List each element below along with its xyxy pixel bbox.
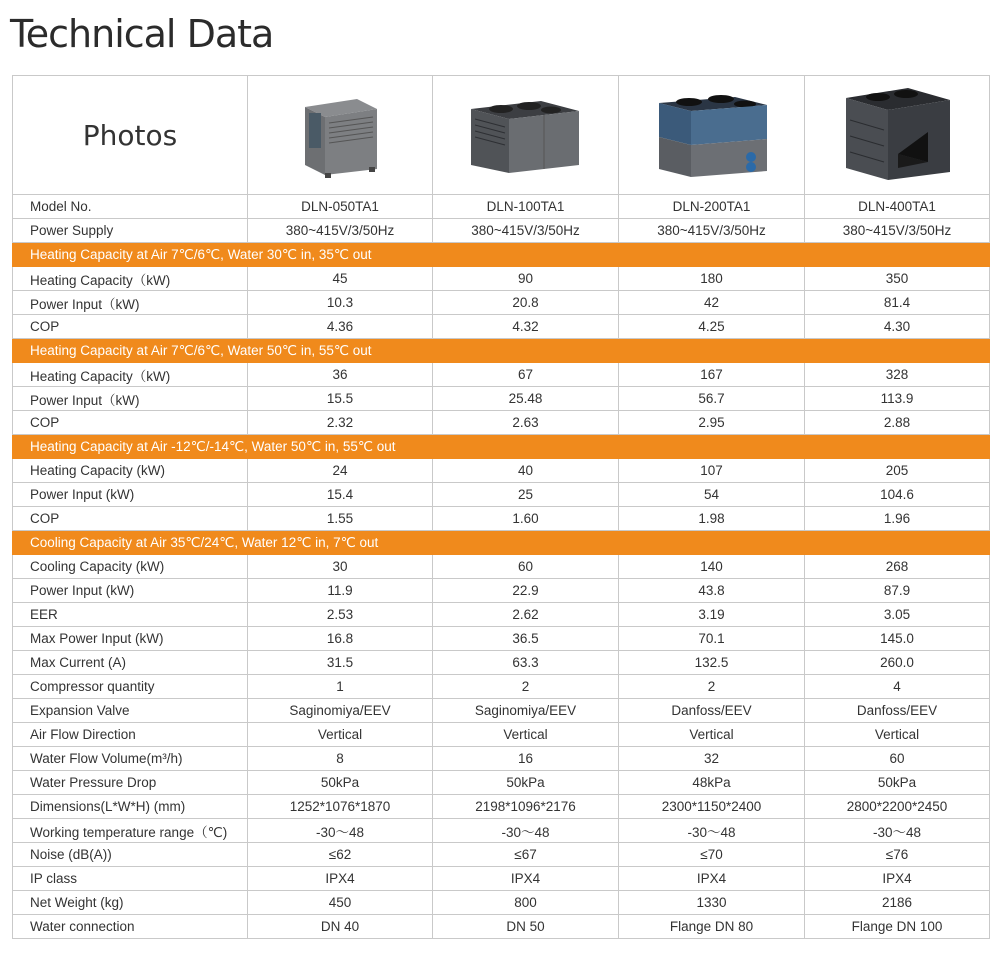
table-row <box>13 267 990 291</box>
table-row <box>13 387 990 411</box>
table-row <box>13 699 990 723</box>
unit-photo-1 <box>248 76 433 195</box>
row-label: Water connection <box>13 915 248 939</box>
value-cell: 50kPa <box>433 771 619 795</box>
value-cell: 4 <box>805 675 990 699</box>
row-label: EER <box>13 603 248 627</box>
row-label: Model No. <box>13 195 248 219</box>
table-row <box>13 483 990 507</box>
value-cell: 87.9 <box>805 579 990 603</box>
value-cell: -30～48 <box>433 819 619 843</box>
unit-photo-2 <box>433 76 619 195</box>
value-cell: 2 <box>619 675 805 699</box>
value-cell: 3.19 <box>619 603 805 627</box>
value-cell: 205 <box>805 459 990 483</box>
row-label: Cooling Capacity (kW) <box>13 555 248 579</box>
value-cell: ≤62 <box>248 843 433 867</box>
section-title: Cooling Capacity at Air 35℃/24℃, Water 12℃ in, 7℃ out <box>13 531 990 555</box>
value-cell: 167 <box>619 363 805 387</box>
value-cell: Flange DN 80 <box>619 915 805 939</box>
row-label: Heating Capacity（kW) <box>13 267 248 291</box>
photos-row <box>13 76 990 195</box>
value-cell: 1.96 <box>805 507 990 531</box>
table-row <box>13 867 990 891</box>
value-cell: 11.9 <box>248 579 433 603</box>
model-model-cell: DLN-400TA1 <box>805 195 990 219</box>
value-cell: Danfoss/EEV <box>805 699 990 723</box>
value-cell: 43.8 <box>619 579 805 603</box>
value-cell: 36 <box>248 363 433 387</box>
table-row <box>13 627 990 651</box>
value-cell: 2.95 <box>619 411 805 435</box>
value-cell: Flange DN 100 <box>805 915 990 939</box>
row-label: Max Current (A) <box>13 651 248 675</box>
row-label: Power Input（kW) <box>13 387 248 411</box>
table-row <box>13 459 990 483</box>
value-cell: -30～48 <box>248 819 433 843</box>
value-cell: 2.32 <box>248 411 433 435</box>
value-cell: 2 <box>433 675 619 699</box>
value-cell: 450 <box>248 891 433 915</box>
value-cell: 48kPa <box>619 771 805 795</box>
row-label: Heating Capacity (kW) <box>13 459 248 483</box>
value-cell: 32 <box>619 747 805 771</box>
value-cell: ≤70 <box>619 843 805 867</box>
value-cell: 16.8 <box>248 627 433 651</box>
value-cell: 90 <box>433 267 619 291</box>
value-cell: 4.30 <box>805 315 990 339</box>
table-row <box>13 819 990 843</box>
value-cell: 40 <box>433 459 619 483</box>
page-title: Technical Data <box>10 12 274 56</box>
value-cell: 1330 <box>619 891 805 915</box>
table-row <box>13 315 990 339</box>
table-row <box>13 747 990 771</box>
model-model-cell: DLN-050TA1 <box>248 195 433 219</box>
row-label: Compressor quantity <box>13 675 248 699</box>
table-row <box>13 603 990 627</box>
value-cell: 1252*1076*1870 <box>248 795 433 819</box>
section-header <box>13 435 990 459</box>
value-cell: 45 <box>248 267 433 291</box>
section-header <box>13 339 990 363</box>
value-cell: 1.98 <box>619 507 805 531</box>
value-cell: 20.8 <box>433 291 619 315</box>
value-cell: Vertical <box>433 723 619 747</box>
value-cell: 50kPa <box>805 771 990 795</box>
value-cell: 8 <box>248 747 433 771</box>
row-label: Power Input（kW) <box>13 291 248 315</box>
value-cell: 2198*1096*2176 <box>433 795 619 819</box>
value-cell: 104.6 <box>805 483 990 507</box>
row-label: Dimensions(L*W*H) (mm) <box>13 795 248 819</box>
value-cell: 180 <box>619 267 805 291</box>
table-row <box>13 771 990 795</box>
value-cell: IPX4 <box>248 867 433 891</box>
value-cell: 145.0 <box>805 627 990 651</box>
table-row <box>13 363 990 387</box>
value-cell: 350 <box>805 267 990 291</box>
value-cell: DN 40 <box>248 915 433 939</box>
value-cell: 1.60 <box>433 507 619 531</box>
row-label: Expansion Valve <box>13 699 248 723</box>
value-cell: 22.9 <box>433 579 619 603</box>
row-label: Power Input (kW) <box>13 483 248 507</box>
value-cell: 2.62 <box>433 603 619 627</box>
photos-label: Photos <box>13 76 248 195</box>
row-label: Power Supply <box>13 219 248 243</box>
value-cell: 4.25 <box>619 315 805 339</box>
value-cell: 2800*2200*2450 <box>805 795 990 819</box>
value-cell: 10.3 <box>248 291 433 315</box>
value-cell: 1 <box>248 675 433 699</box>
row-label: COP <box>13 411 248 435</box>
row-label: Heating Capacity（kW) <box>13 363 248 387</box>
value-cell: 50kPa <box>248 771 433 795</box>
value-cell: 268 <box>805 555 990 579</box>
value-cell: 67 <box>433 363 619 387</box>
table-row <box>13 507 990 531</box>
table-row <box>13 555 990 579</box>
table-row <box>13 891 990 915</box>
value-cell: 140 <box>619 555 805 579</box>
table-row <box>13 795 990 819</box>
value-cell: 2.88 <box>805 411 990 435</box>
table-row <box>13 723 990 747</box>
unit-photo-4 <box>805 76 990 195</box>
section-header <box>13 243 990 267</box>
model-power-supply-cell: 380~415V/3/50Hz <box>619 219 805 243</box>
value-cell: 24 <box>248 459 433 483</box>
value-cell: 60 <box>433 555 619 579</box>
value-cell: Saginomiya/EEV <box>248 699 433 723</box>
value-cell: 800 <box>433 891 619 915</box>
row-label: Working temperature range（℃) <box>13 819 248 843</box>
value-cell: ≤67 <box>433 843 619 867</box>
value-cell: -30～48 <box>619 819 805 843</box>
value-cell: 4.36 <box>248 315 433 339</box>
heat-pump-medium-image <box>461 85 591 185</box>
row-label: Air Flow Direction <box>13 723 248 747</box>
value-cell: 70.1 <box>619 627 805 651</box>
model-power-supply-cell: 380~415V/3/50Hz <box>805 219 990 243</box>
value-cell: ≤76 <box>805 843 990 867</box>
value-cell: 81.4 <box>805 291 990 315</box>
spec-row-model <box>13 195 990 219</box>
value-cell: 25.48 <box>433 387 619 411</box>
value-cell: 113.9 <box>805 387 990 411</box>
value-cell: 36.5 <box>433 627 619 651</box>
value-cell: 42 <box>619 291 805 315</box>
row-label: Net Weight (kg) <box>13 891 248 915</box>
section-header <box>13 531 990 555</box>
value-cell: 30 <box>248 555 433 579</box>
value-cell: Danfoss/EEV <box>619 699 805 723</box>
value-cell: 4.32 <box>433 315 619 339</box>
model-model-cell: DLN-200TA1 <box>619 195 805 219</box>
value-cell: 3.05 <box>805 603 990 627</box>
value-cell: 2300*1150*2400 <box>619 795 805 819</box>
model-power-supply-cell: 380~415V/3/50Hz <box>433 219 619 243</box>
row-label: Noise (dB(A)) <box>13 843 248 867</box>
row-label: Water Pressure Drop <box>13 771 248 795</box>
value-cell: 328 <box>805 363 990 387</box>
value-cell: 2.53 <box>248 603 433 627</box>
value-cell: 25 <box>433 483 619 507</box>
row-label: Max Power Input (kW) <box>13 627 248 651</box>
table-row <box>13 411 990 435</box>
value-cell: 132.5 <box>619 651 805 675</box>
row-label: IP class <box>13 867 248 891</box>
value-cell: IPX4 <box>805 867 990 891</box>
section-title: Heating Capacity at Air 7℃/6℃, Water 50℃ in, 55℃ out <box>13 339 990 363</box>
value-cell: Saginomiya/EEV <box>433 699 619 723</box>
value-cell: 15.4 <box>248 483 433 507</box>
table-row <box>13 579 990 603</box>
value-cell: 63.3 <box>433 651 619 675</box>
value-cell: Vertical <box>805 723 990 747</box>
value-cell: 16 <box>433 747 619 771</box>
heat-pump-small-image <box>285 85 395 185</box>
table-row <box>13 651 990 675</box>
section-title: Heating Capacity at Air 7℃/6℃, Water 30℃ in, 35℃ out <box>13 243 990 267</box>
value-cell: -30～48 <box>805 819 990 843</box>
model-model-cell: DLN-100TA1 <box>433 195 619 219</box>
value-cell: Vertical <box>248 723 433 747</box>
heat-pump-xlarge-image <box>832 80 962 190</box>
value-cell: 260.0 <box>805 651 990 675</box>
spec-row-power-supply <box>13 219 990 243</box>
table-row <box>13 915 990 939</box>
row-label: Water Flow Volume(m³/h) <box>13 747 248 771</box>
table-row <box>13 843 990 867</box>
row-label: Power Input (kW) <box>13 579 248 603</box>
row-label: COP <box>13 315 248 339</box>
value-cell: 31.5 <box>248 651 433 675</box>
value-cell: IPX4 <box>619 867 805 891</box>
model-power-supply-cell: 380~415V/3/50Hz <box>248 219 433 243</box>
table-row <box>13 675 990 699</box>
section-title: Heating Capacity at Air -12℃/-14℃, Water 50℃ in, 55℃ out <box>13 435 990 459</box>
value-cell: 1.55 <box>248 507 433 531</box>
value-cell: DN 50 <box>433 915 619 939</box>
technical-data-table <box>12 75 990 939</box>
value-cell: 15.5 <box>248 387 433 411</box>
value-cell: 2.63 <box>433 411 619 435</box>
value-cell: IPX4 <box>433 867 619 891</box>
heat-pump-large-image <box>647 85 777 185</box>
value-cell: 60 <box>805 747 990 771</box>
value-cell: 2186 <box>805 891 990 915</box>
value-cell: 54 <box>619 483 805 507</box>
row-label: COP <box>13 507 248 531</box>
value-cell: Vertical <box>619 723 805 747</box>
value-cell: 56.7 <box>619 387 805 411</box>
unit-photo-3 <box>619 76 805 195</box>
value-cell: 107 <box>619 459 805 483</box>
table-row <box>13 291 990 315</box>
